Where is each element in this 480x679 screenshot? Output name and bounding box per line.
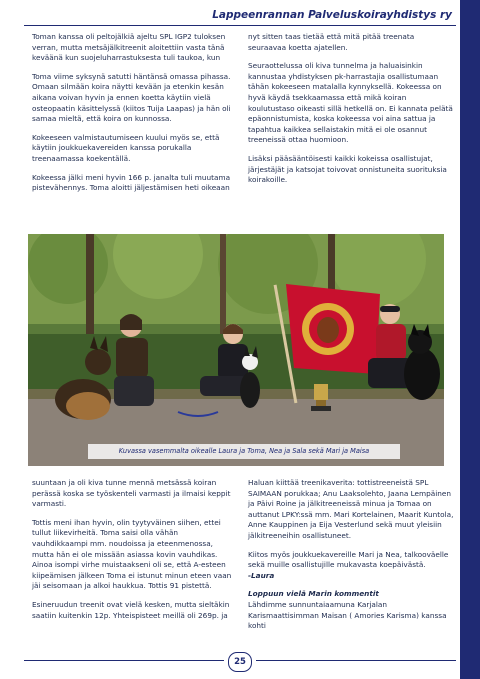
- team-photo: [28, 234, 444, 466]
- paragraph: suuntaan ja oli kiva tunne mennä metsässä koiran perässä koska se työskenteli varmasti ja ilmaisi keppit varmasti.: [32, 478, 231, 509]
- subheading: Loppuun vielä Marin kommentit: [248, 589, 379, 599]
- paragraph: Lisäksi pääsääntöisesti kaikki kokeissa osallistujat, järjestäjät ja katsojat toivovat onnistuneita suorituksia koirakoille.: [248, 153, 447, 185]
- footer-rule-right: [256, 660, 456, 661]
- header-title: Lappeenrannan Palveluskoirayhdistys ry: [212, 9, 452, 21]
- page-number: 25: [228, 652, 252, 672]
- paragraph: Tottis meni ihan hyvin, olin tyytyväinen siihen, ettei tullut liikevirheitä. Toma saisi olla vähän vauhdikkaampi mm. noudoissa ja eteenmenossa, mutta hän ei ole missään asiassa kovin vauhdikas. Ainoa isompi virhe muistaakseni oli se, että A-esteen kiipeämisen jälkeen Toma ei istunut minun eteen vaan jäi seisomaan ja alkoi haukkua. Tottis 91 pistettä.: [32, 517, 232, 591]
- photo-illustration: [28, 234, 444, 466]
- paragraph: Kiitos myös joukkuekavereille Mari ja Nea, talkooväelle sekä muille osallistujille mukavasta koepäivästä.: [248, 549, 449, 570]
- header-rule: [24, 25, 456, 26]
- column-right-bottom: [248, 478, 454, 640]
- column-left-top: [32, 32, 232, 202]
- column-right-top: [248, 32, 454, 194]
- page-edge-bar: [460, 0, 480, 679]
- paragraph: Toman kanssa oli peltojälkiä ajeltu SPL IGP2 tuloksen verran, mutta metsäjälkitreenit aloitettiin vasta tänä keväänä kun suojeluharrastuksesta tuli taukoa, kun: [32, 32, 226, 63]
- paragraph: Haluan kiittää treenikaverita: tottistreeneistä SPL SAIMAAN porukkaa; Anu Laaksolehto, Jaana Lempäinen ja Päivi Roine ja jälkitreeneissä minua ja Tomaa on auttanut LPKY:ssä mm. Mari Kortelainen, Maarit Kuntola, Anne Kauppinen ja Eija Vesterlund sekä muut yleisiin jälkitreeneihin osallistuneet.: [248, 478, 454, 540]
- paragraph: Kokeessa jälki meni hyvin 166 p. janalta tuli muutama pistevähennys. Toma aloitti jäljestämisen heti oikeaan: [32, 172, 231, 193]
- paragraph: Kokeeseen valmistautumiseen kuului myös se, että käytiin joukkuekavereiden kanssa porukalla treenaamassa koekentällä.: [32, 132, 220, 163]
- signature: -Laura: [248, 570, 275, 580]
- paragraph: Seuraottelussa oli kiva tunnelma ja haluaisinkin kannustaa yhdistyksen pk-harrastajia osallistumaan tähän kokeeseen matalalla kynnyksellä. Kokeessa on hyvä käydä tsekkaamassa että mikä koiran koulutustaso oikeasti sillä hetkellä on. Ei kannata pelätä epäonnistumista, koska kokeessa voi aina sattua ja tapahtua kaikkea sellaistakin mitä ei ole osannut treeneissä ottaa huomioon.: [248, 61, 453, 145]
- photo-caption: Kuvassa vasemmalta oikealle Laura ja Toma, Nea ja Sala sekä Mari ja Maisa: [88, 444, 400, 459]
- footer-rule-left: [24, 660, 224, 661]
- paragraph: Lähdimme sunnuntaiaamuna Karjalan Karismaattisimman Maisan ( Amories Karisma) kanssa kohti: [248, 599, 447, 631]
- paragraph: Esineruudun treenit ovat vielä kesken, mutta sieltäkin saatiin kuitenkin 12p. Yhteispisteet meillä oli 269p. ja: [32, 599, 230, 620]
- paragraph: nyt sitten taas tietää että mitä pitää treenata seuraavaa koetta ajatellen.: [248, 32, 415, 52]
- column-left-bottom: [32, 478, 232, 629]
- page-header: [24, 5, 456, 25]
- paragraph: Toma viime syksynä satutti häntänsä omassa pihassa. Omaan silmään koira näytti kevään ja etenkin kesän aikana voivan hyvin ja ennen koetta käytiin vielä osteopaatin käsittelyssä (kiitos Tuija Laapas) ja hän oli samaa mieltä, että koira on kunnossa.: [32, 71, 231, 124]
